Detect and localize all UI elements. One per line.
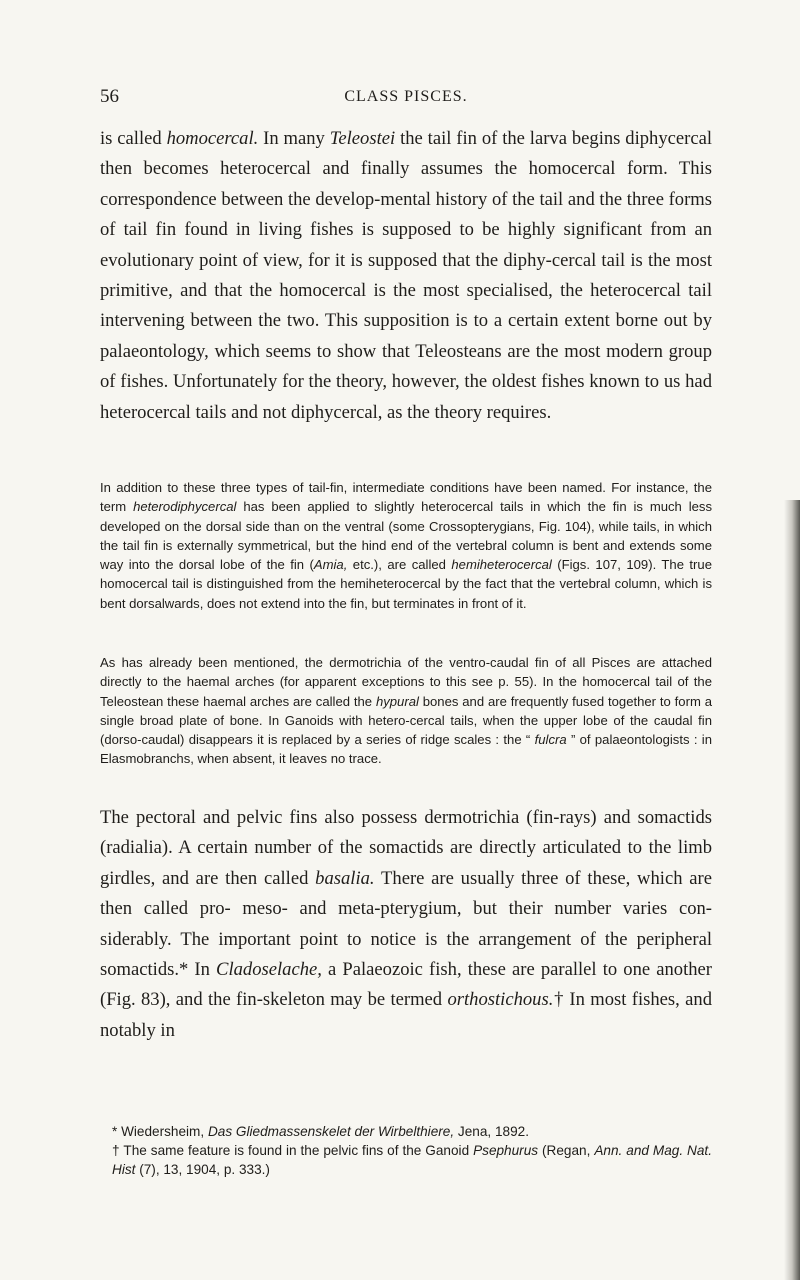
footnote-1 <box>100 1122 712 1141</box>
text-run: † In most fishes, and notably in <box>100 989 713 1041</box>
text-run: (Regan, <box>538 1143 595 1158</box>
text-run: † The same feature is found in the pelvic fins of the Ganoid <box>112 1143 474 1158</box>
italic-term: Das Gliedmassenskelet der Wirbelthiere, <box>207 1124 455 1139</box>
text-run: has been applied to slightly heterocercal tails in which the fin is much less developed on the dorsal side than on the ventral (some Crossopterygians, Fig. 104), while tails, in which the tail fin is externally symmetrical, but the hind end of the vertebral column is bent and extends some way into the dorsal lobe of the fin ( <box>100 499 713 572</box>
italic-term: homocercal. <box>166 128 259 149</box>
text-run: bones and are frequently fused together to form a single broad plate of bone. In Ganoids with hetero-cercal tails, when the upper lobe of the caudal fin (dorso-caudal) disappears it is replaced by a series of ridge scales : the “ <box>100 693 712 747</box>
italic-term: orthostichous. <box>447 989 554 1011</box>
small-print-paragraph-2 <box>100 653 712 769</box>
text-run: In many <box>258 128 330 149</box>
text-run: Jena, 1892. <box>454 1124 529 1139</box>
footnotes <box>100 1122 712 1179</box>
text-run: a Palaeozoic fish, these are parallel to one another (Fig. 83), and the fin-skeleton may be termed <box>100 959 712 1011</box>
body-paragraph-2 <box>100 803 712 1046</box>
small-print-paragraph-1 <box>100 478 712 613</box>
italic-term: Teleostei <box>329 128 396 149</box>
running-head: CLASS PISCES. <box>344 88 468 105</box>
text-run: is called <box>100 128 167 149</box>
text-run: As has already been mentioned, the dermotrichia of the ventro-caudal fin of all Pisces are attached directly to the haemal arches (for apparent exceptions to this see p. 55). In the homocercal tail of the Teleostean these haemal arches are called the <box>100 655 712 709</box>
text-run: (Figs. 107, 109). The true homocercal tail is distinguished from the hemiheterocercal by the fact that the vertebral column, which is bent dorsalwards, does not extend into the fin, but terminates in front of it. <box>100 557 712 611</box>
italic-term: Ann. and Mag. Nat. Hist <box>112 1143 712 1177</box>
page-binding-shadow <box>784 500 800 1280</box>
text-run: etc.), are called <box>347 557 452 572</box>
italic-term: Amia, <box>313 557 348 572</box>
text-run: ” of palaeontologists : in Elasmobranchs, when absent, it leaves no trace. <box>100 732 712 767</box>
body-paragraph-1 <box>100 124 712 428</box>
italic-term: fulcra <box>534 732 567 747</box>
page-number: 56 <box>100 86 119 107</box>
page-header <box>100 86 712 108</box>
text-run: (7), 13, 1904, p. 333.) <box>135 1162 270 1177</box>
footnote-2 <box>100 1141 712 1179</box>
italic-term: heterodiphycercal <box>133 499 237 515</box>
italic-term: Psephurus <box>473 1143 539 1158</box>
italic-term: hypural <box>375 693 419 709</box>
italic-term: Cladoselache, <box>216 959 322 981</box>
text-run: The pectoral and pelvic fins also possess dermotrichia (fin-rays) and somactids (radialia). A certain number of the somactids are directly articulated to the limb girdles, and are then called <box>100 807 712 889</box>
italic-term: hemiheterocercal <box>451 557 552 572</box>
text-run: In addition to these three types of tail-fin, intermediate conditions have been named. For instance, the term <box>100 480 712 515</box>
text-run: the tail fin of the larva begins diphycercal then becomes heterocercal and finally assumes the homocercal form. This correspondence between the develop-mental history of the tail and the three forms of tail fin found in living fishes is supposed to be highly significant from an evolutionary point of view, for it is supposed that the diphy-cercal tail is the most primitive, and that the homocercal is the most specialised, the heterocercal tail intervening between the two. This supposition is to a certain extent borne out by palaeontology, which seems to show that Teleosteans are the most modern group of fishes. Unfortunately for the theory, however, the oldest fishes known to us had heterocercal tails and not diphycercal, as the theory requires. <box>100 128 712 423</box>
text-run: There are usually three of these, which are then called pro- meso- and meta-pterygium, but their number varies con-siderably. The important point to notice is the arrangement of the peripheral somactids.* In <box>100 867 712 981</box>
italic-term: basalia. <box>315 867 375 889</box>
text-run: * Wiedersheim, <box>112 1124 208 1139</box>
